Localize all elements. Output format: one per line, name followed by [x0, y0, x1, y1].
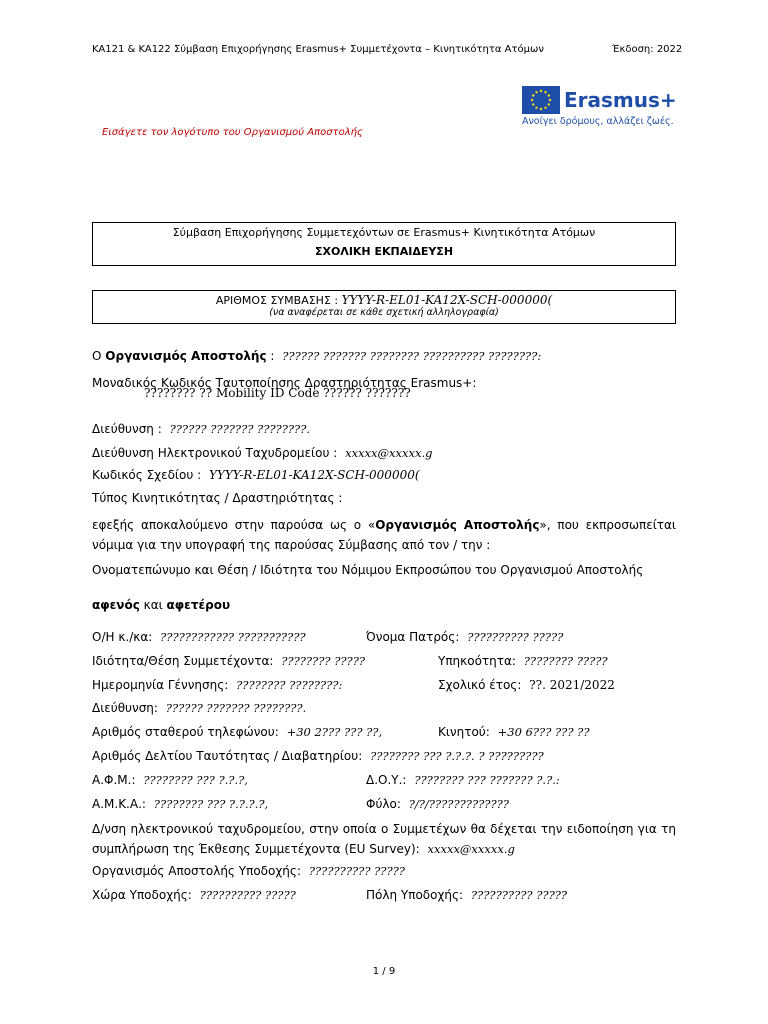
father-name-field[interactable]: ?????????? ????? [467, 630, 564, 644]
host-org-row [92, 864, 405, 878]
host-country-field[interactable]: ?????????? ????? [199, 888, 296, 902]
landline-row [92, 725, 382, 739]
mobility-id-label: Μοναδικός Κωδικός Ταυτοποίησης Δραστηριότητας Erasmus+: [92, 376, 477, 390]
amka-row [92, 797, 268, 811]
sending-org-prefix: Ο [92, 349, 102, 363]
nationality-row [438, 654, 608, 668]
id-number-field[interactable]: ???????? ??? ?.?.?. ? ????????? [370, 749, 544, 763]
survey-email-paragraph [92, 819, 676, 859]
org-address-field[interactable]: ?????? ??????? ????????. [169, 422, 311, 436]
title-box [92, 222, 676, 266]
participant-address-row [92, 701, 306, 715]
org-email-row [92, 446, 432, 460]
doy-row [366, 773, 560, 787]
agreement-number-note: (να αναφέρεται σε κάθε σχετική αλληλογραφία) [269, 307, 499, 318]
amka-field[interactable]: ???????? ??? ?.?.?.?, [153, 797, 269, 811]
participant-role-label: Ιδιότητα/Θέση Συμμετέχοντα: [92, 654, 274, 668]
participant-name-field[interactable]: ???????????? ??????????? [160, 630, 306, 644]
participant-role-field[interactable]: ???????? ????? [281, 654, 366, 668]
afm-row [92, 773, 248, 787]
hereinafter-text-end: », που εκπροσωπείται νόμιμα για την υπογραφή της παρούσας Σύμβασης από τον / την : [92, 518, 676, 552]
mobility-id-field[interactable]: ???????? ?? Mobility ID Code ?????? ??????? [144, 386, 411, 400]
parties-and: και [139, 598, 167, 612]
participant-role-row [92, 654, 365, 668]
mobility-type-label: Τύπος Κινητικότητας / Δραστηριότητας : [92, 491, 343, 505]
school-year-row [438, 678, 615, 692]
agreement-number-value[interactable]: YYYY-R-EL01-KA12X-SCH-000000( [341, 293, 553, 307]
landline-field[interactable]: +30 2??? ??? ??, [286, 725, 383, 739]
survey-email-field[interactable]: xxxxx@xxxxx.g [427, 842, 515, 856]
org-email-field[interactable]: xxxxx@xxxxx.g [345, 446, 433, 460]
host-city-field[interactable]: ?????????? ????? [470, 888, 568, 902]
nationality-field[interactable]: ???????? ????? [523, 654, 608, 668]
afm-label: Α.Φ.Μ.: [92, 773, 136, 787]
amka-label: Α.Μ.Κ.Α.: [92, 797, 146, 811]
id-number-label: Αριθμός Δελτίου Ταυτότητας / Διαβατηρίου: [92, 749, 363, 763]
host-country-row [92, 888, 296, 902]
legal-representative-field[interactable]: Ονοματεπώνυμο και Θέση / Ιδιότητα του Νόμιμου Εκπροσώπου του Οργανισμού Αποστολής [92, 563, 644, 577]
school-year-label: Σχολικό έτος: [438, 678, 522, 692]
mobile-label: Κινητού: [438, 725, 490, 739]
birth-date-field[interactable]: ???????? ????????: [236, 678, 343, 692]
agreement-number-label: ΑΡΙΘΜΟΣ ΣΥΜΒΑΣΗΣ : [215, 294, 339, 307]
sending-org-colon: : [266, 349, 275, 363]
mobile-row [438, 725, 590, 739]
birth-date-row [92, 678, 342, 692]
project-code-row [92, 468, 420, 482]
page-number: 1 / 9 [372, 966, 396, 977]
participant-address-field[interactable]: ?????? ??????? ????????. [165, 701, 307, 715]
hereinafter-bold: Οργανισμός Αποστολής [375, 518, 540, 532]
agreement-number-box [92, 290, 676, 324]
landline-label: Αριθμός σταθερού τηλεφώνου: [92, 725, 279, 739]
erasmus-tagline: Ανοίγει δρόμους, αλλάζει ζωές. [522, 116, 674, 127]
participant-name-row [92, 630, 306, 644]
document-subtitle: ΣΧΟΛΙΚΗ ΕΚΠΑΙΔΕΥΣΗ [314, 245, 454, 258]
id-number-row [92, 749, 544, 763]
gender-row [366, 797, 509, 811]
gender-label: Φύλο: [366, 797, 401, 811]
host-org-label: Οργανισμός Αποστολής Υποδοχής: [92, 864, 301, 878]
nationality-label: Υπηκοότητα: [438, 654, 516, 668]
birth-date-label: Ημερομηνία Γέννησης: [92, 678, 229, 692]
father-name-row [366, 630, 563, 644]
party-b: αφετέρου [166, 598, 231, 612]
sending-org-name-field[interactable]: ?????? ??????? ???????? ?????????? ????????: [282, 349, 542, 363]
document-title: Σύμβαση Επιχορήγησης Συμμετεχόντων σε Erasmus+ Κινητικότητα Ατόμων [172, 226, 596, 239]
project-code-label: Κωδικός Σχεδίου : [92, 468, 202, 482]
survey-email-label: Δ/νση ηλεκτρονικού ταχυδρομείου, στην οποία ο Συμμετέχων θα δέχεται την ειδοποίηση για τη συμπλήρωση της Έκθεσης Συμμετέχοντα (EU Survey): [92, 822, 676, 856]
party-a: αφενός [92, 598, 140, 612]
running-header-title: KA121 & KA122 Σύμβαση Επιχορήγησης Erasmus+ Συμμετέχοντα – Κινητικότητα Ατόμων [92, 44, 544, 55]
host-city-label: Πόλη Υποδοχής: [366, 888, 464, 902]
project-code-field[interactable]: YYYY-R-EL01-KA12X-SCH-000000( [208, 468, 420, 482]
running-header-version: Έκδοση: 2022 [612, 44, 683, 55]
eu-flag-icon [522, 86, 560, 114]
doy-field[interactable]: ???????? ??? ??????? ?.?.: [414, 773, 560, 787]
hereinafter-paragraph [92, 515, 676, 555]
participant-address-label: Διεύθυνση: [92, 701, 158, 715]
hereinafter-text-start: εφεξής αποκαλούμενο στην παρούσα ως ο « [92, 518, 376, 532]
gender-field[interactable]: ?/?/????????????? [408, 797, 509, 811]
sending-org-label: Οργανισμός Αποστολής [105, 349, 267, 363]
host-org-field[interactable]: ?????????? ????? [308, 864, 405, 878]
org-address-row [92, 422, 310, 436]
erasmus-wordmark: Erasmus+ [564, 88, 677, 112]
parties-line [92, 598, 230, 612]
doy-label: Δ.Ο.Υ.: [366, 773, 407, 787]
afm-field[interactable]: ???????? ??? ?.?.?, [143, 773, 248, 787]
sender-logo-placeholder: Εισάγετε τον λογότυπο του Οργανισμού Αποστολής [102, 127, 363, 138]
org-email-label: Διεύθυνση Ηλεκτρονικού Ταχυδρομείου : [92, 446, 338, 460]
school-year-field[interactable]: ??. 2021/2022 [529, 678, 615, 692]
participant-name-label: Ο/Η κ./κα: [92, 630, 153, 644]
mobile-field[interactable]: +30 6??? ??? ?? [497, 725, 590, 739]
sending-org-line [92, 349, 541, 363]
org-address-label: Διεύθυνση : [92, 422, 162, 436]
host-country-label: Χώρα Υποδοχής: [92, 888, 192, 902]
host-city-row [366, 888, 567, 902]
father-name-label: Όνομα Πατρός: [366, 630, 460, 644]
